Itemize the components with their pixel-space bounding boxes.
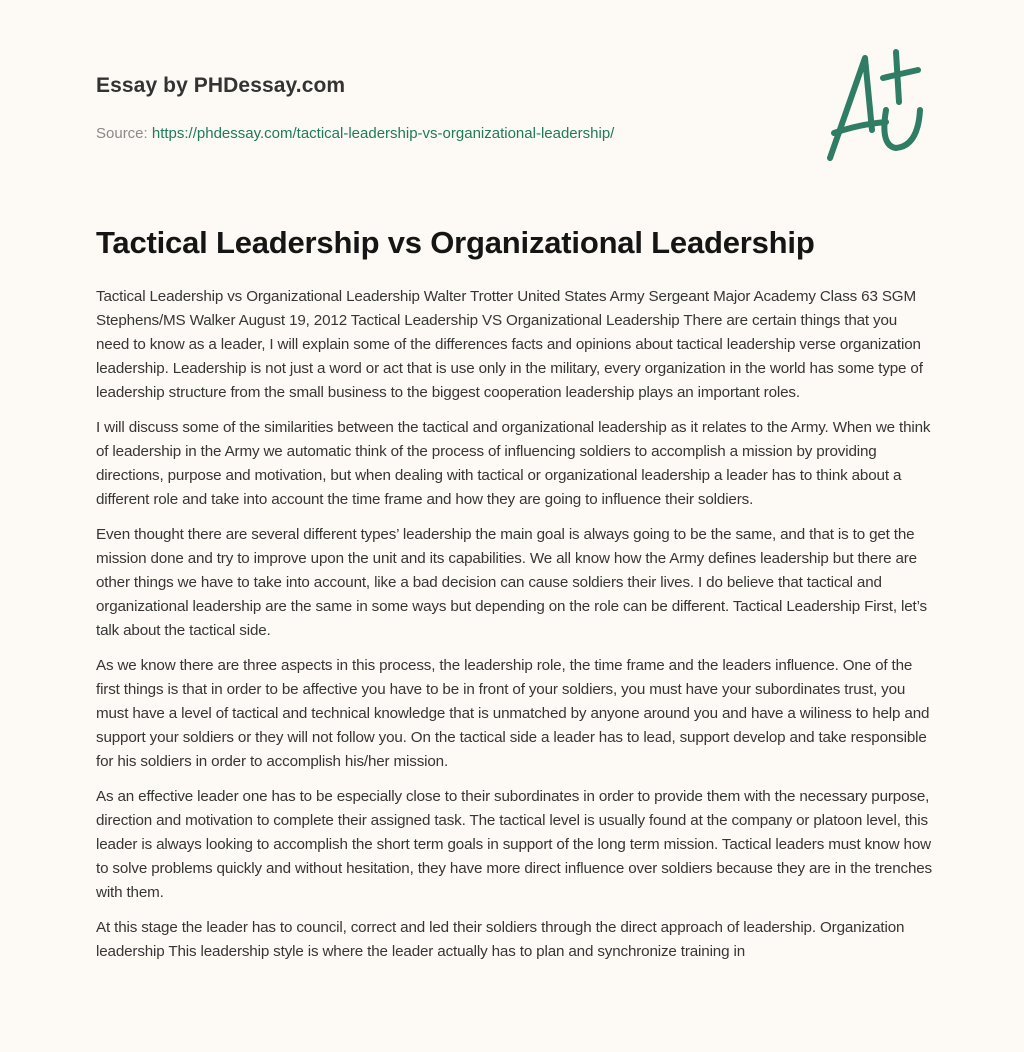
essay-paragraph: Even thought there are several different types’ leadership the main goal is always going to be the same, and that is to get the mission done and try to improve upon the unit and its capabilities. We all know how the Army defines leadership but there are other things we have to take into account, like a bad decision can cause soldiers their lives. I do believe that tactical and organizational leadership are the same in some ways but depending on the role can be different. Tactical Leadership First, let’s talk about the tactical side. [96, 526, 927, 639]
essay-paragraph: Tactical Leadership vs Organizational Leadership Walter Trotter United States Army Sergeant Major Academy Class 63 SGM Stephens/MS Walker August 19, 2012 Tactical Leadership VS Organizational Leadership There are certain things that you need to know as a leader, I will explain some of the differences facts and opinions about tactical leadership verse organization leadership. Leadership is not just a word or act that is use only in the military, every organization in the world has some type of leadership structure from the small business to the biggest cooperation leadership plays an important roles. [96, 288, 923, 401]
source-link[interactable]: https://phdessay.com/tactical-leadership-vs-organizational-leadership/ [151, 125, 615, 142]
source-label: Source: [96, 125, 148, 142]
page-header [96, 74, 936, 142]
a-plus-logo-icon [820, 38, 930, 168]
essay-title: Tactical Leadership vs Organizational Leadership [96, 225, 815, 260]
source-line [96, 125, 614, 142]
essay-paragraph: I will discuss some of the similarities between the tactical and organizational leadership as it relates to the Army. When we think of leadership in the Army we automatic think of the process of influencing soldiers to accomplish a mission by providing directions, purpose and motivation, but when dealing with tactical or organizational leadership a leader has to think about a different role and take into account the time frame and how they are going to influence their soldiers. [96, 419, 931, 508]
essay-paragraph: At this stage the leader has to council, correct and led their soldiers through the direct approach of leadership. Organization leadership This leadership style is where the leader actually has to plan and synchronize training in [96, 919, 905, 960]
essay-paragraph: As we know there are three aspects in this process, the leadership role, the time frame and the leaders influence. One of the first things is that in order to be affective you have to be in front of your soldiers, you must have your subordinates trust, you must have a level of tactical and technical knowledge that is unmatched by anyone around you and have a wiliness to help and support your soldiers or they will not follow you. On the tactical side a leader has to lead, support develop and take responsible for his soldiers in order to accomplish his/her mission. [96, 657, 930, 770]
essay-paragraph: As an effective leader one has to be especially close to their subordinates in order to provide them with the necessary purpose, direction and motivation to complete their assigned task. The tactical level is usually found at the company or platoon level, this leader is always looking to accomplish the short term goals in support of the long term mission. Tactical leaders must know how to solve problems quickly and without hesitation, they have more direct influence over soldiers because they are in the trenches with them. [96, 788, 932, 901]
essay-body [96, 285, 932, 975]
site-title: Essay by PHDessay.com [96, 74, 346, 97]
